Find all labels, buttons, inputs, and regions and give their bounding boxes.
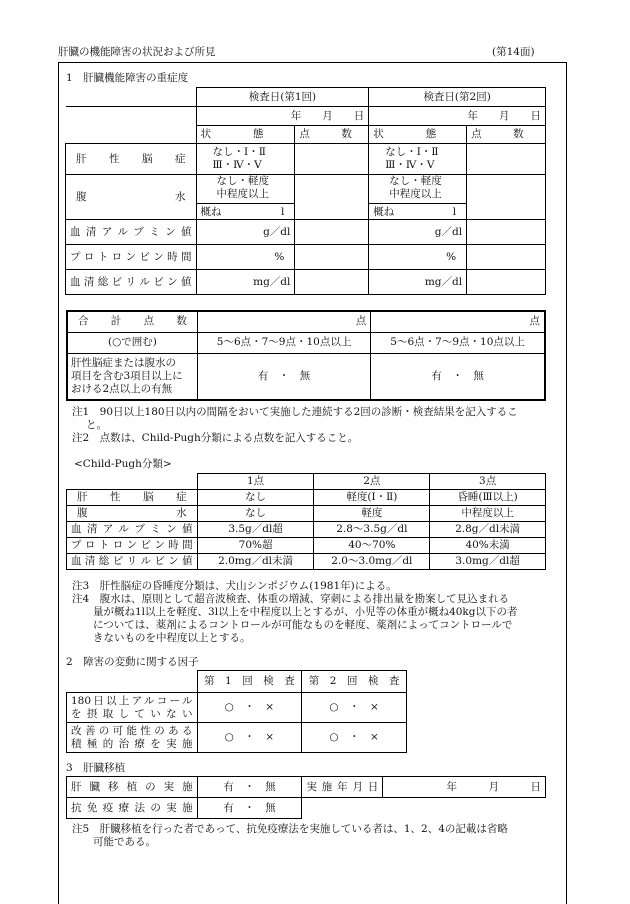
albumin-points-2[interactable] — [467, 220, 546, 245]
prothrombin-value-2[interactable]: % — [369, 245, 467, 270]
ascites-points-1[interactable] — [295, 175, 369, 220]
points-header: 点 数 — [467, 126, 546, 144]
bilirubin-value-1[interactable]: mg／dl — [196, 270, 295, 295]
alcohol-label: 180日以上アルコール を摂取していない — [67, 693, 198, 723]
note-4: 注4 腹水は、原則として超音波検査、体重の増減、穿刺による排出量を勘案して見込まれる 量が概ね1l以上を軽度、3l以上を中程度以上とするが、小児等の体重が概ね40kg以下の者 については、薬剤によるコントロールが可能なものを軽度、薬剤によってコントロールで きないものを中程度以上とする。 — [72, 593, 518, 644]
table-row: 血清アルブミン値 3.5g／dl超 2.8～3.5g／dl 2.8g／dl未満 — [67, 522, 546, 538]
exam2-header: 検査日(第2回) — [369, 88, 546, 107]
alcohol-mark-1[interactable]: ○ ・ × — [197, 693, 302, 723]
points-header: 点 数 — [295, 126, 369, 144]
encephalopathy-options-2[interactable]: なし・Ⅰ・Ⅱ Ⅲ・Ⅳ・Ⅴ — [369, 144, 467, 175]
alcohol-mark-2[interactable]: ○ ・ × — [302, 693, 407, 723]
encephalopathy-points-2[interactable] — [467, 144, 546, 175]
albumin-label: 血清アルブミン値 — [66, 220, 197, 245]
transplant-date-field[interactable]: 年 月 日 — [383, 777, 546, 798]
immunotherapy-label: 抗免疫療法の実施 — [67, 798, 198, 819]
table-row: プロトロンビン時間 70%超 40～70% 40%未満 — [67, 538, 546, 554]
note-3: 注3 肝性脳症の昏睡度分類は、犬山シンポジウム(1981年)による。 — [72, 580, 397, 592]
treatment-mark-1[interactable]: ○ ・ × — [197, 723, 302, 753]
prothrombin-value-1[interactable]: % — [196, 245, 295, 270]
cp-header-2: 2点 — [314, 474, 430, 490]
ascites-points-2[interactable] — [467, 175, 546, 220]
exam2-date-field[interactable]: 年 月 日 — [369, 107, 546, 126]
section-3-title: 3 肝臓移植 — [66, 762, 126, 774]
encephalopathy-points-1[interactable] — [295, 144, 369, 175]
page-number: (第14面) — [492, 46, 535, 58]
treatment-mark-2[interactable]: ○ ・ × — [302, 723, 407, 753]
encephalopathy-label: 肝性脳症 — [66, 144, 197, 175]
cp-header-3: 3点 — [430, 474, 546, 490]
bilirubin-label: 血清総ビリルビン値 — [66, 270, 197, 295]
note-2: 注2 点数は、Child-Pugh分類による点数を記入すること。 — [72, 432, 359, 444]
cp-header-1: 1点 — [197, 474, 314, 490]
note-1: 注1 90日以上180日以内の間隔をおいて実施した連続する2回の診断・検査結果を記入するこ と。 — [72, 406, 518, 431]
ascites-options-2[interactable]: なし・軽度 中程度以上 概ね l — [369, 175, 467, 220]
page-title: 肝臓の機能障害の状況および所見 — [58, 46, 216, 58]
transplant-date-label: 実施年月日 — [302, 777, 383, 798]
section-2-title: 2 障害の変動に関する因子 — [66, 656, 199, 668]
score-range-2[interactable]: 5～6点・7～9点・10点以上 — [371, 332, 545, 353]
table-row: 肝性脳症 なし 軽度(Ⅰ・Ⅱ) 昏睡(Ⅲ以上) — [67, 490, 546, 506]
bilirubin-points-2[interactable] — [467, 270, 546, 295]
albumin-points-1[interactable] — [295, 220, 369, 245]
first-exam-header: 第 1 回 検 査 — [197, 671, 302, 693]
two-point-yesno-2[interactable]: 有 ・ 無 — [371, 353, 545, 400]
bilirubin-points-1[interactable] — [295, 270, 369, 295]
exam1-header: 検査日(第1回) — [196, 88, 369, 107]
albumin-value-2[interactable]: g／dl — [369, 220, 467, 245]
total-score-table — [66, 310, 546, 401]
transplant-table — [66, 776, 546, 819]
table-row: 腹水 なし 軽度 中程度以上 — [67, 506, 546, 522]
variation-factors-table — [66, 670, 407, 753]
encephalopathy-options-1[interactable]: なし・Ⅰ・Ⅱ Ⅲ・Ⅳ・Ⅴ — [196, 144, 295, 175]
ascites-label: 腹水 — [66, 175, 197, 220]
note-5: 注5 肝臓移植を行った者であって、抗免疫療法を実施している者は、1、2、4の記載は省略 可能である。 — [72, 823, 508, 848]
severity-table — [65, 87, 546, 295]
immunotherapy-yesno[interactable]: 有 ・ 無 — [197, 798, 302, 819]
treatment-label: 改善の可能性のある 積極的治療を実施 — [67, 723, 198, 753]
albumin-value-1[interactable]: g／dl — [196, 220, 295, 245]
score-range-1[interactable]: 5～6点・7～9点・10点以上 — [197, 332, 370, 353]
two-point-yesno-1[interactable]: 有 ・ 無 — [197, 353, 370, 400]
transplant-label: 肝臓移植の実施 — [67, 777, 198, 798]
prothrombin-points-2[interactable] — [467, 245, 546, 270]
section-1-title: 1 肝臓機能障害の重症度 — [66, 72, 189, 84]
two-point-question: 肝性脳症または腹水の 項目を含む3項目以上に おける2点以上の有無 — [67, 353, 197, 400]
bilirubin-value-2[interactable]: mg／dl — [369, 270, 467, 295]
exam1-date-field[interactable]: 年 月 日 — [196, 107, 369, 126]
child-pugh-table — [66, 473, 546, 570]
state-header: 状 態 — [369, 126, 467, 144]
prothrombin-points-1[interactable] — [295, 245, 369, 270]
second-exam-header: 第 2 回 検 査 — [302, 671, 407, 693]
state-header: 状 態 — [196, 126, 295, 144]
prothrombin-label: プロトロンビン時間 — [66, 245, 197, 270]
total-label: 合計点数 — [67, 311, 197, 332]
total-points-2[interactable]: 点 — [371, 311, 545, 332]
circle-instruction: (○で囲む) — [67, 332, 197, 353]
child-pugh-title: <Child-Pugh分類> — [74, 458, 172, 470]
ascites-options-1[interactable]: なし・軽度 中程度以上 概ね l — [196, 175, 295, 220]
transplant-yesno[interactable]: 有 ・ 無 — [197, 777, 302, 798]
table-row: 血清総ビリルビン値 2.0mg／dl未満 2.0～3.0mg／dl 3.0mg／dl超 — [67, 554, 546, 570]
total-points-1[interactable]: 点 — [197, 311, 370, 332]
